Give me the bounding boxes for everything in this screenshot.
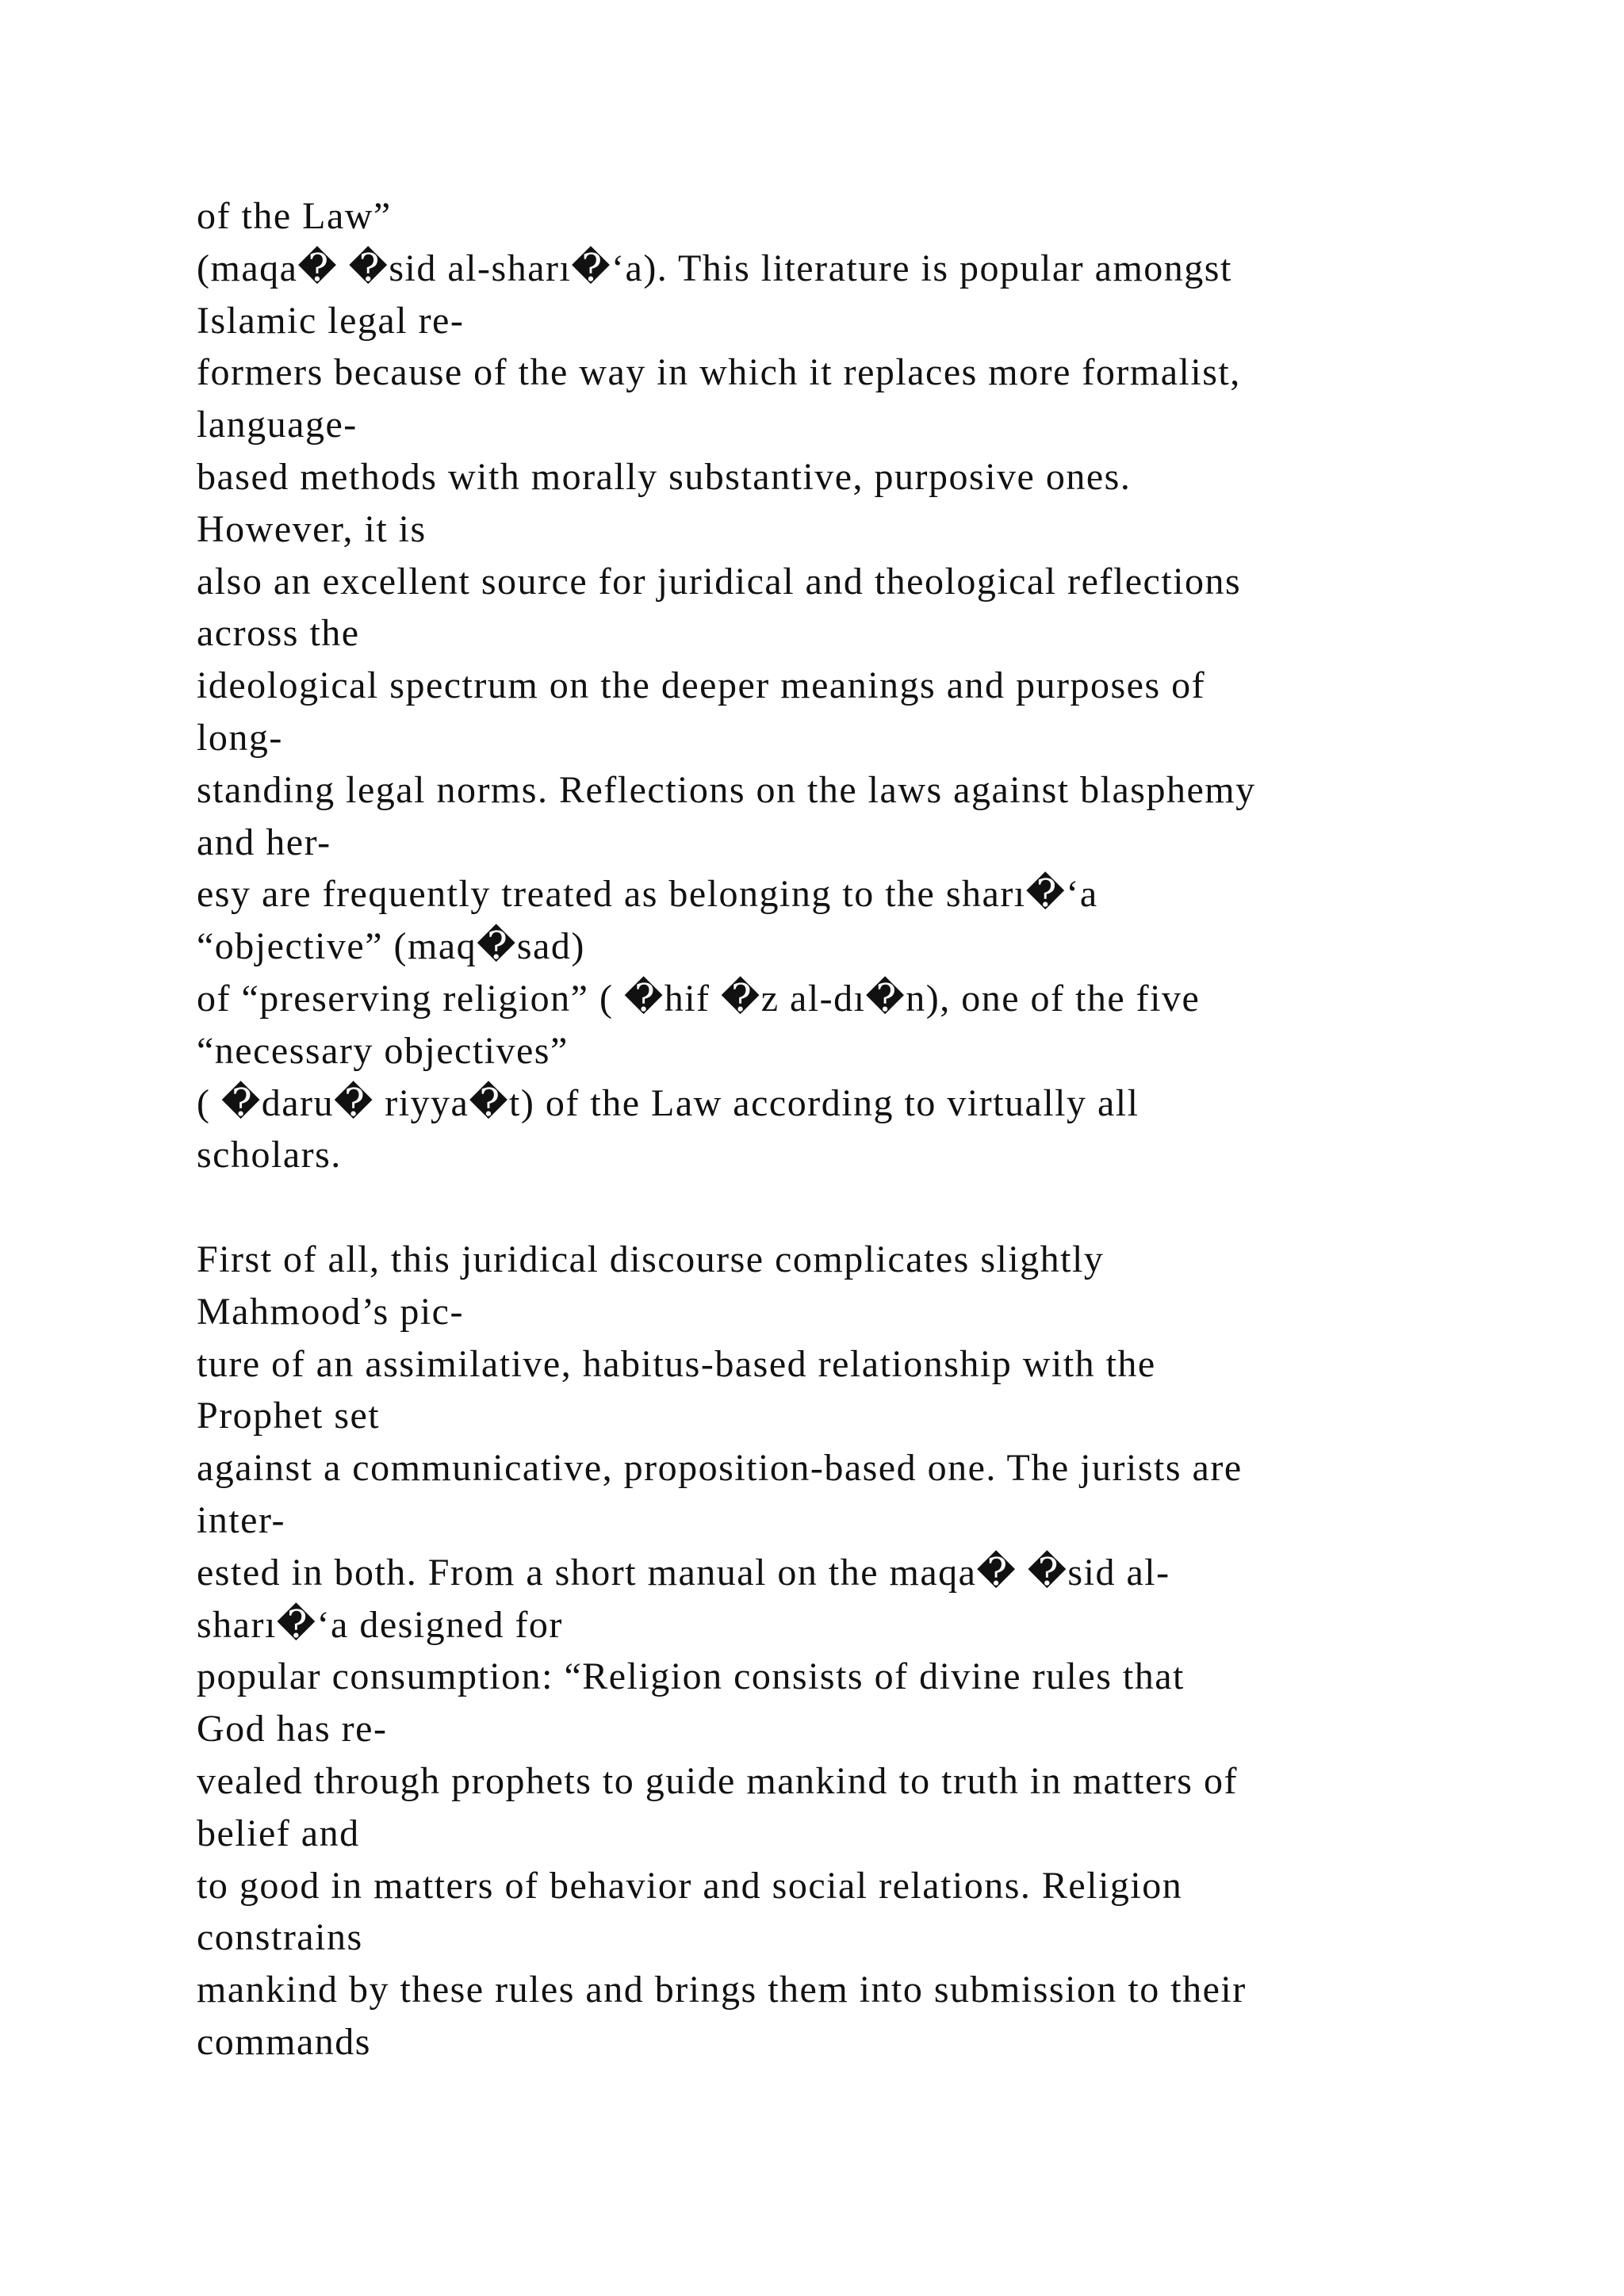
text-line: commands [197, 2020, 371, 2063]
text-line: vealed through prophets to guide mankind to truth in matters of [197, 1759, 1238, 1802]
text-line: language- [197, 404, 358, 446]
text-line: Prophet set [197, 1395, 381, 1437]
text-line: scholars. [197, 1134, 342, 1177]
text-line: long- [197, 716, 283, 759]
text-line: belief and [197, 1812, 360, 1854]
text-line: to good in matters of behavior and social relations. Religion [197, 1864, 1183, 1907]
text-line: of “preserving religion” ( �hif �z al-dı�n), one of the five [197, 977, 1201, 1020]
text-line: of the Law” [197, 195, 392, 237]
text-line: ture of an assimilative, habitus-based relationship with the [197, 1342, 1156, 1385]
document-body [197, 190, 1545, 2068]
text-line: (maqa� �sid al-sharı�‘a). This literature is popular amongst [197, 247, 1232, 289]
paragraph-break [197, 1181, 1545, 1234]
text-line: against a communicative, proposition-based one. The jurists are [197, 1447, 1243, 1490]
text-line: God has re- [197, 1708, 388, 1751]
text-line: popular consumption: “Religion consists of divine rules that [197, 1655, 1185, 1698]
text-line: esy are frequently treated as belonging to the sharı�‘a [197, 873, 1098, 916]
text-line: and her- [197, 821, 331, 863]
text-line: inter- [197, 1498, 285, 1541]
text-line: formers because of the way in which it replaces more formalist, [197, 351, 1241, 394]
text-line: standing legal norms. Reflections on the laws against blasphemy [197, 768, 1256, 811]
text-line: constrains [197, 1916, 363, 1959]
text-line: ( �daru� riyya�t) of the Law according to virtually all [197, 1081, 1139, 1124]
text-line: ested in both. From a short manual on the maqa� �sid al- [197, 1551, 1170, 1594]
text-line: Islamic legal re- [197, 299, 465, 342]
paragraph-2 [197, 1234, 1545, 2068]
text-line: sharı�‘a designed for [197, 1603, 563, 1646]
text-line: “objective” (maq�sad) [197, 925, 585, 968]
text-line: “necessary objectives” [197, 1029, 569, 1072]
paragraph-1 [197, 190, 1545, 1181]
text-line: ideological spectrum on the deeper meanings and purposes of [197, 664, 1206, 707]
text-line: also an excellent source for juridical and theological reflections [197, 560, 1242, 603]
text-line: mankind by these rules and brings them into submission to their [197, 1969, 1247, 2011]
text-line: based methods with morally substantive, purposive ones. [197, 455, 1132, 498]
text-line: across the [197, 612, 360, 655]
text-line: Mahmood’s pic- [197, 1290, 464, 1333]
text-line: However, it is [197, 507, 427, 550]
text-line: First of all, this juridical discourse complicates slightly [197, 1238, 1105, 1280]
